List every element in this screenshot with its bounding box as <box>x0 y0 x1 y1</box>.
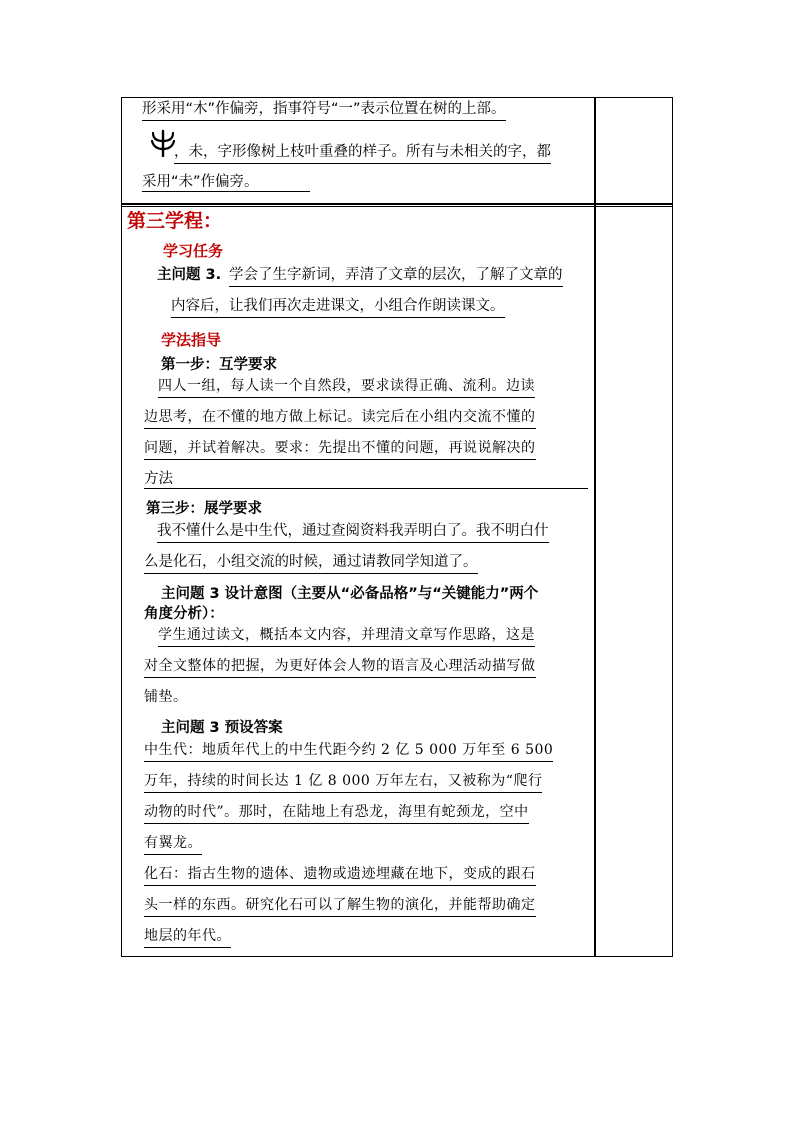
step3-line-2: 么是化石，小组交流的时候，通过请教同学知道了。 <box>144 552 478 574</box>
step3-label: 第三步：展学要求 <box>146 501 262 517</box>
answer-1-line-1: 中生代：地质年代上的中生代距今约 2 亿 5 000 万年至 6 500 <box>144 740 553 762</box>
intent-body-3: 铺垫。 <box>144 689 188 705</box>
top-line-1: 形采用“木”作偏旁，指事符号“一”表示位置在树的上部。 <box>142 99 506 121</box>
row-divider <box>121 203 673 205</box>
q3-line-2: 内容后，让我们再次走进课文，小组合作朗读课文。 <box>171 296 505 318</box>
section-title: 第三学程： <box>127 210 223 232</box>
answer-label: 主问题 3 预设答案 <box>161 720 283 736</box>
answer-1-line-3: 动物的时代”。那时，在陆地上有恐龙，海里有蛇颈龙，空中 <box>144 802 529 824</box>
step3-line-1: 我不懂什么是中生代，通过查阅资料我弄明白了。我不明白什 <box>157 521 549 543</box>
answer-2-line-3: 地层的年代。 <box>144 926 231 948</box>
intent-line-1: 主问题 3 设计意图（主要从“必备品格”与“关键能力”两个 <box>161 586 539 602</box>
answer-1-line-2: 万年，持续的时间长达 1 亿 8 000 万年左右，又被称为“爬行 <box>144 771 542 793</box>
q3-prefix: 主问题 3. <box>157 267 222 283</box>
answer-2-line-1: 化石：指古生物的遗体、遗物或遗迹埋藏在地下，变成的跟石 <box>144 864 536 886</box>
wei-ancient-glyph-icon <box>150 129 176 157</box>
answer-2-line-2: 头一样的东西。研究化石可以了解生物的演化，并能帮助确定 <box>144 895 536 917</box>
step1-line-3: 问题，并试着解决。要求：先提出不懂的问题，再说说解决的 <box>144 438 536 460</box>
step1-label: 第一步：互学要求 <box>161 357 277 373</box>
answer-1-line-4: 有翼龙。 <box>144 833 202 855</box>
step1-line-2: 边思考，在不懂的地方做上标记。读完后在小组内交流不懂的 <box>144 407 536 429</box>
intent-line-2: 角度分析）： <box>144 606 224 622</box>
intent-body-1: 学生通过读文，概括本文内容，并理清文章写作思路，这是 <box>158 625 535 647</box>
q3-line-1: 学会了生字新词，弄清了文章的层次，了解了文章的 <box>229 265 563 287</box>
step1-line-4: 方法 <box>144 471 173 487</box>
column-divider <box>594 97 596 957</box>
top-line-3: 采用“未”作偏旁。 <box>142 174 259 190</box>
task-heading: 学习任务 <box>163 242 224 260</box>
top-line-2: ，未，字形像树上枝叶重叠的样子。所有与未相关的字，都 <box>174 142 551 164</box>
step1-line-4-underline <box>144 488 588 489</box>
method-heading: 学法指导 <box>161 331 222 349</box>
intent-body-2: 对全文整体的把握，为更好体会人物的语言及心理活动描写做 <box>144 656 536 678</box>
top-line-3-underline <box>142 191 310 192</box>
step1-line-1: 四人一组，每人读一个自然段，要求读得正确、流利。边读 <box>158 376 535 398</box>
row-divider-inner <box>121 206 673 207</box>
